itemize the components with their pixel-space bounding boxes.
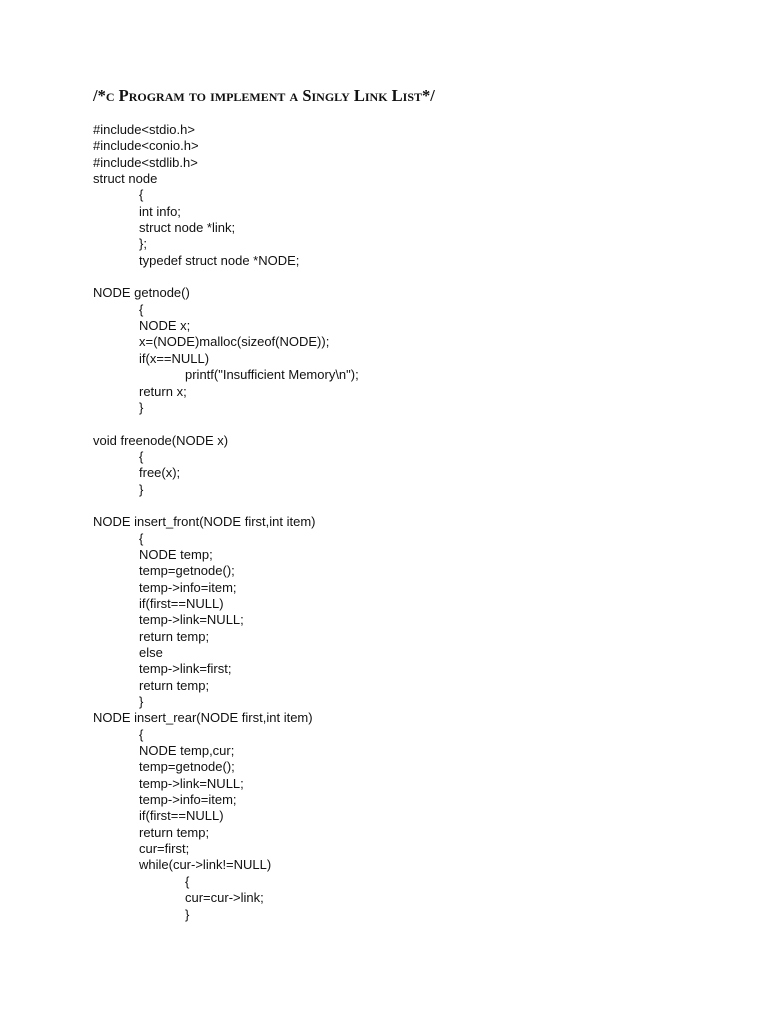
code-line: else <box>139 645 163 660</box>
code-line: } <box>139 481 144 497</box>
code-line: while(cur->link!=NULL) <box>139 857 272 873</box>
code-line: NODE insert_front(NODE first,int item) <box>93 514 316 530</box>
code-line: printf("Insufficient Memory\n"); <box>185 367 359 383</box>
code-line: #include<stdio.h> <box>93 122 195 137</box>
code-line: temp->link=NULL; <box>139 775 244 791</box>
code-line <box>93 416 359 432</box>
code-line: temp=getnode(); <box>139 563 235 579</box>
code-line: temp=getnode(); <box>139 759 235 775</box>
code-line: { <box>185 873 190 889</box>
document-title: /*c Program to implement a Singly Link List*/ <box>93 86 435 105</box>
code-listing <box>93 122 359 923</box>
code-line: #include<conio.h> <box>93 138 199 154</box>
code-line: return temp; <box>139 628 210 644</box>
code-line: NODE temp,cur; <box>139 743 235 759</box>
code-line: return x; <box>139 383 187 399</box>
code-line: temp->info=item; <box>139 792 237 808</box>
code-line: temp->info=item; <box>139 579 237 595</box>
code-line: return temp; <box>139 677 210 693</box>
code-line: { <box>139 301 144 317</box>
code-line: { <box>139 187 144 203</box>
code-line: if(x==NULL) <box>139 350 210 366</box>
code-line: int info; <box>139 203 181 219</box>
code-line <box>93 498 359 514</box>
code-line: struct node *link; <box>139 220 236 236</box>
code-line: x=(NODE)malloc(sizeof(NODE)); <box>139 334 330 350</box>
code-line: } <box>139 399 144 415</box>
code-line: cur=first; <box>139 841 190 857</box>
code-line: { <box>139 530 144 546</box>
code-line: { <box>139 448 144 464</box>
code-line: if(first==NULL) <box>139 808 224 824</box>
code-line: struct node <box>93 171 158 187</box>
code-line: { <box>139 726 144 742</box>
code-line: free(x); <box>139 465 181 481</box>
code-line: temp->link=first; <box>139 661 232 677</box>
code-line: NODE temp; <box>139 546 213 562</box>
code-line: #include<stdlib.h> <box>93 154 198 170</box>
code-line: NODE getnode() <box>93 285 190 301</box>
code-line: }; <box>139 236 147 252</box>
code-line: temp->link=NULL; <box>139 612 244 628</box>
code-line: if(first==NULL) <box>139 595 224 611</box>
code-line <box>93 269 359 285</box>
code-line: cur=cur->link; <box>185 890 264 906</box>
code-line: return temp; <box>139 824 210 840</box>
code-line: } <box>185 906 190 922</box>
code-line: } <box>139 694 144 710</box>
code-line: typedef struct node *NODE; <box>139 252 300 268</box>
code-line: NODE insert_rear(NODE first,int item) <box>93 710 313 726</box>
code-line: NODE x; <box>139 318 191 334</box>
code-line: void freenode(NODE x) <box>93 432 229 448</box>
